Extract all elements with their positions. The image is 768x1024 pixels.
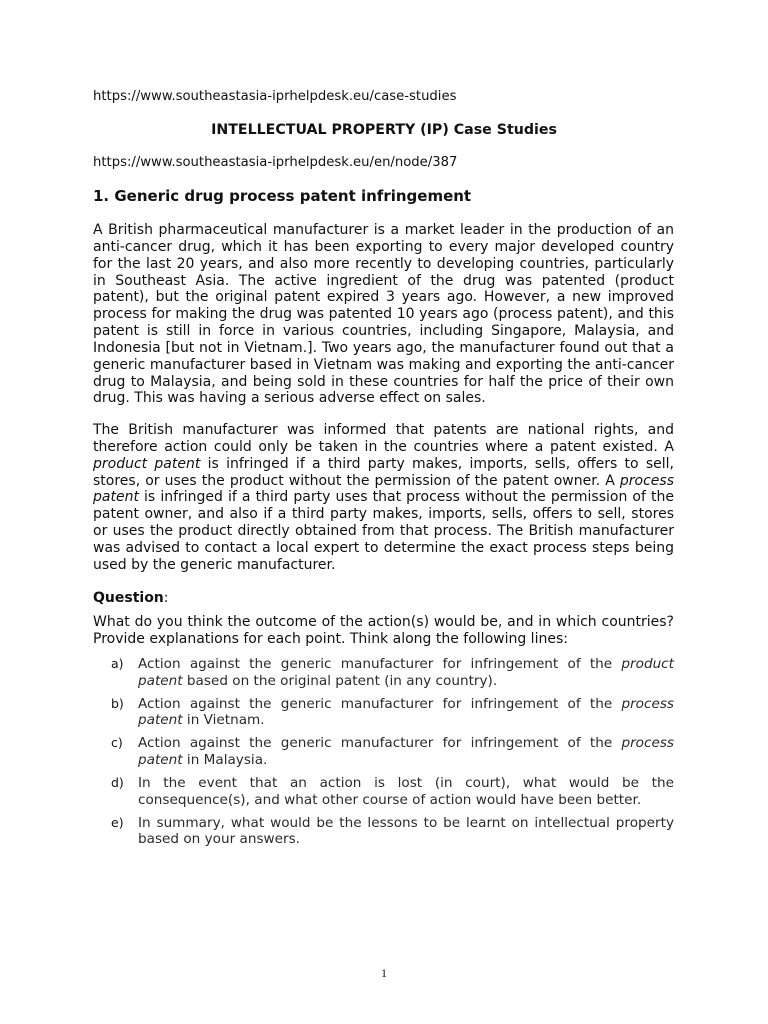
question-text: What do you think the outcome of the action(s) would be, and in which countries? Provide explanations for each point. Think along the following lines:	[93, 614, 674, 647]
para2-text-3: is infringed if a third party uses that process without the permission of the patent owner, and also if a third party makes, imports, sells, offers to sell, stores or uses the product directly obtained from that process. The British manufacturer was advised to contact a local expert to determine the exact process steps being used by the generic manufacturer.	[93, 489, 674, 573]
question-label-colon: :	[163, 590, 169, 606]
question-label	[93, 590, 169, 607]
case-paragraph-1: A British pharmaceutical manufacturer is a market leader in the production of an anti-cancer drug, which it has been exporting to every major developed country for the last 20 years, and also more recently to developing countries, particularly in Southeast Asia. The active ingredient of the drug was patented (product patent), but the original patent expired 3 years ago. However, a new improved process for making the drug was patented 10 years ago (process patent), and this patent is still in force in various countries, including Singapore, Malaysia, and Indonesia [but not in Vietnam.]. Two years ago, the manufacturer found out that a generic manufacturer based in Vietnam was making and exporting the anti-cancer drug to Malaysia, and being sold in these countries for half the price of their own drug. This was having a serious adverse effect on sales.	[93, 222, 674, 407]
para2-text-1: The British manufacturer was informed that patents are national rights, and therefore action could only be taken in the countries where a patent existed. A	[93, 422, 674, 455]
question-marker: b)	[111, 695, 124, 711]
question-item-text-after: based on the original patent (in any country).	[182, 672, 498, 689]
question-item-a	[93, 656, 674, 689]
question-marker: c)	[111, 735, 123, 751]
question-item-text: Action against the generic manufacturer for infringement of the	[138, 695, 622, 712]
question-item-b	[93, 696, 674, 729]
question-item-emphasis: product patent	[138, 656, 674, 689]
section-heading: 1. Generic drug process patent infringement	[93, 187, 472, 205]
document-title: INTELLECTUAL PROPERTY (IP) Case Studies	[211, 122, 557, 138]
case-paragraph-2	[93, 422, 674, 574]
question-marker: d)	[111, 775, 124, 791]
question-item-text: Action against the generic manufacturer for infringement of the	[138, 735, 622, 752]
question-item-text-after: in Malaysia.	[182, 751, 268, 768]
question-item-d	[93, 775, 674, 808]
question-item-emphasis: process patent	[138, 735, 674, 768]
question-label-text: Question	[93, 590, 164, 606]
question-item-text: In the event that an action is lost (in court), what would be the consequence(s), and what other course of action would have been better.	[138, 775, 674, 808]
question-item-text-after: in Vietnam.	[182, 712, 265, 729]
question-item-text: In summary, what would be the lessons to be learnt on intellectual property based on your answers.	[138, 814, 674, 848]
para2-text-2: is infringed if a third party makes, imports, sells, offers to sell, stores, or uses the product without the permission of the patent owner. A	[93, 455, 674, 489]
question-item-emphasis: process patent	[138, 695, 674, 729]
question-item-text: Action against the generic manufacturer for infringement of the	[138, 656, 622, 672]
para2-emphasis-process-patent: process patent	[93, 472, 674, 506]
question-marker: a)	[111, 656, 124, 671]
source-url[interactable]: https://www.southeastasia-iprhelpdesk.eu/en/node/387	[93, 155, 458, 170]
header-url[interactable]: https://www.southeastasia-iprhelpdesk.eu/case-studies	[93, 89, 457, 104]
question-marker: e)	[111, 814, 124, 830]
question-list	[93, 656, 674, 854]
para2-emphasis-product-patent: product patent	[93, 455, 201, 472]
question-item-c	[93, 735, 674, 768]
question-item-e	[93, 815, 674, 848]
page-number: 1	[381, 966, 387, 980]
